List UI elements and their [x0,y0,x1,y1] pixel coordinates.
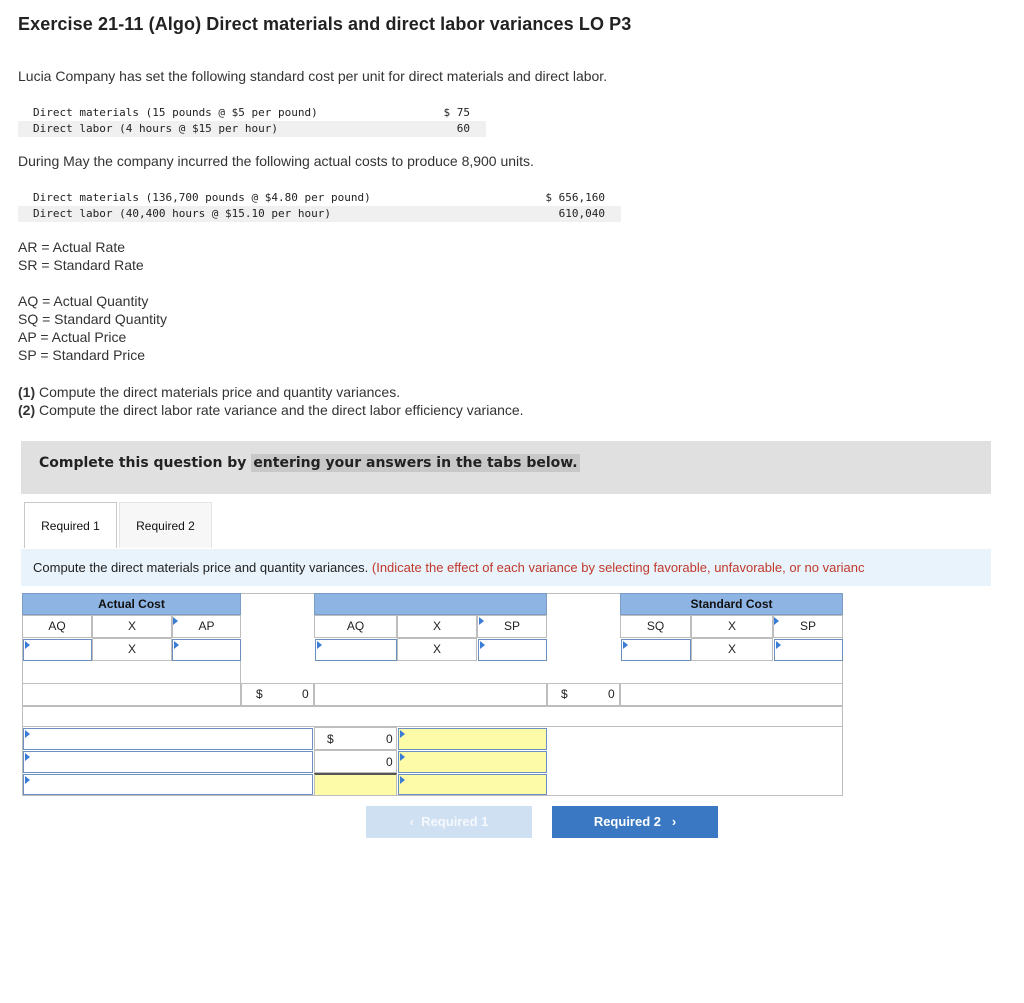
actual-row [18,206,621,222]
chevron-right-icon: › [671,814,677,829]
standard-row [18,121,486,137]
requirement-text: Compute the direct materials price and quantity variances. [35,384,401,400]
dollar-sign: $ [256,687,263,701]
times-label: X [691,615,773,638]
abbr-line: AP = Actual Price [18,329,127,345]
times-label: X [397,615,477,638]
actual-intro-text: During May the company incurred the following actual costs to produce 8,900 units. [18,153,534,169]
aq-label: AQ [22,615,92,638]
total-variance-amount [314,773,397,796]
quantity-variance-effect-select[interactable] [398,751,547,773]
middle-total-row [314,683,547,706]
standard-cost-header: Standard Cost [620,593,843,615]
page-title: Exercise 21-11 (Algo) Direct materials and direct labor variances LO P3 [18,14,632,34]
ap-label: AP [172,615,241,638]
tab-required-2[interactable]: Required 2 [119,502,212,548]
actual-total-row [22,683,241,706]
dollar-sign: $ [327,732,334,746]
prev-required-button[interactable] [366,806,532,838]
total-variance-label-input[interactable] [23,774,313,795]
tab-required-1[interactable]: Required 1 [24,502,117,548]
dollar-sign: $ [561,687,568,701]
middle-total-value: 0 [608,687,615,701]
sp-middle-input[interactable] [478,639,547,661]
requirement-number: (2) [18,402,36,418]
actual-row-label: Direct materials (136,700 pounds @ $4.80 per pound) [33,191,371,204]
instruction-note: (Indicate the effect of each variance by selecting favorable, unfavorable, or no varianc [371,560,865,575]
standard-row-value: $ 75 [443,106,470,119]
standard-row-label: Direct materials (15 pounds @ $5 per pound) [33,106,318,119]
requirement-2 [18,401,524,419]
actual-row [18,190,621,206]
requirement-1 [18,383,524,401]
prev-button-label: Required 1 [421,814,489,829]
sp-standard-input[interactable] [774,639,843,661]
abbr-line: SP = Standard Price [18,347,145,363]
requirement-text: Compute the direct labor rate variance and the direct labor efficiency variance. [35,402,524,418]
quantity-variance-value: 0 [386,755,393,769]
times-label: X [397,638,477,661]
banner-text [39,455,580,471]
instruction-main: Compute the direct materials price and quantity variances. [33,560,372,575]
abbr-line: SQ = Standard Quantity [18,311,168,327]
standard-row [18,105,486,121]
times-label: X [92,638,172,661]
abbr-line: AR = Actual Rate [18,239,126,255]
aq-actual-input[interactable] [23,639,92,661]
price-variance-value: 0 [386,732,393,746]
actual-total-value: 0 [302,687,309,701]
total-variance-effect-select[interactable] [398,774,547,795]
banner-highlight: entering your answers in the tabs below. [253,455,578,471]
abbr-line: AQ = Actual Quantity [18,293,149,309]
tab-instruction [21,549,991,586]
actual-row-label: Direct labor (40,400 hours @ $15.10 per hour) [33,207,332,220]
rate-abbreviations [18,238,144,274]
actual-cost-header: Actual Cost [22,593,241,615]
standard-total-row [620,683,843,706]
standard-row-value: 60 [456,122,470,135]
next-button-label: Required 2 [593,814,661,829]
ap-actual-input[interactable] [172,639,241,661]
quantity-abbreviations [18,292,167,364]
quantity-variance-amount [314,750,397,773]
sp-label: SP [773,615,843,638]
actual-row-value: $ 656,160 [545,191,605,204]
actual-spacer [22,661,241,684]
banner-pre: Complete this question by [39,455,252,471]
requirement-number: (1) [18,384,36,400]
abbr-line: SR = Standard Rate [18,257,144,273]
actual-row-value: 610,040 [558,207,605,220]
grid-spacer-row [22,706,843,727]
times-label: X [691,638,773,661]
quantity-variance-label-input[interactable] [23,751,313,773]
price-variance-effect-select[interactable] [398,728,547,750]
sq-standard-input[interactable] [621,639,691,661]
intro-text: Lucia Company has set the following standard cost per unit for direct materials and direct labor. [18,68,608,84]
requirements [18,383,524,419]
times-label: X [92,615,172,638]
actual-cost-table [18,190,621,222]
standard-row-label: Direct labor (4 hours @ $15 per hour) [33,122,279,135]
next-required-button[interactable] [552,806,718,838]
instruction-banner [21,441,991,494]
price-variance-label-input[interactable] [23,728,313,750]
sp-label: SP [477,615,547,638]
aq-middle-input[interactable] [315,639,397,661]
chevron-left-icon: ‹ [409,814,414,829]
middle-header [314,593,547,615]
sq-label: SQ [620,615,691,638]
standard-cost-table [18,105,486,137]
aq-label: AQ [314,615,397,638]
